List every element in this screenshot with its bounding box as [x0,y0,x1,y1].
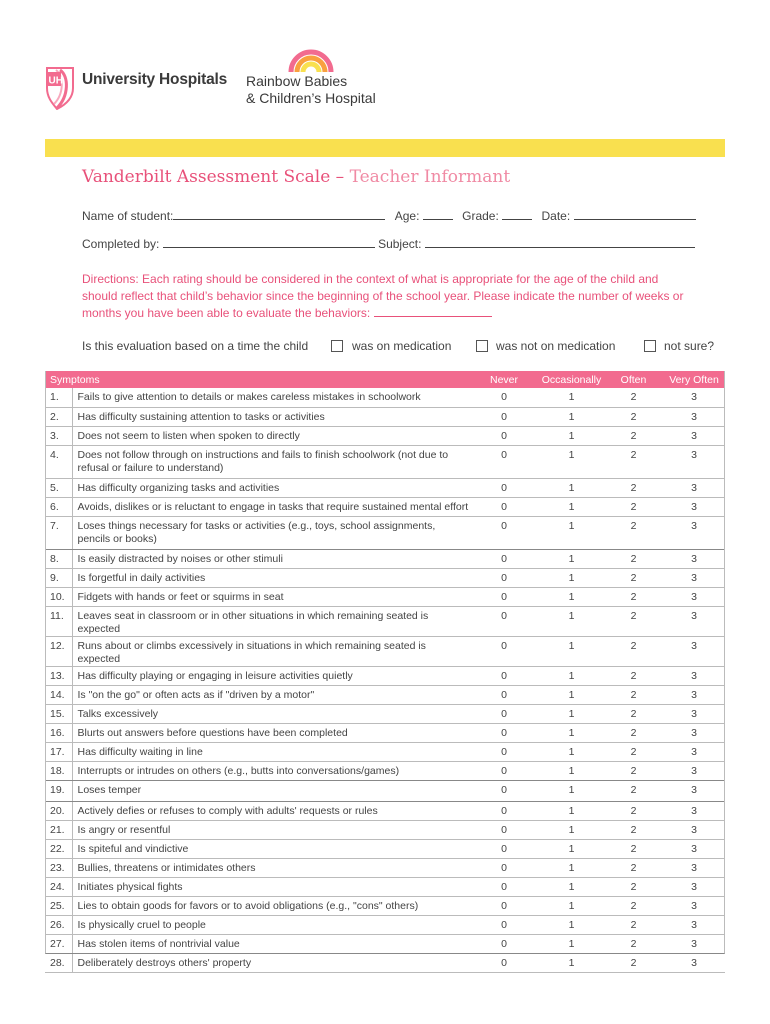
header-very-often: Very Often [663,371,725,388]
symptom-text: Is "on the go" or often acts as if "driven by a motor" [72,685,469,704]
rating-never[interactable]: 0 [469,685,539,704]
directions-body: Directions: Each rating should be considered in the context of what is appropriate for the age of the child and should reflect that child’s behavior since the beginning of the school year. Please indicate the number of weeks or months you have been able to evaluate the behaviors: [82,272,684,320]
rating-never[interactable]: 0 [469,839,539,858]
rating-never[interactable]: 0 [469,934,539,953]
form-title [82,167,510,187]
rating-often[interactable]: 2 [604,896,663,915]
symptom-number: 3. [45,426,72,445]
table-row [45,445,725,478]
symptom-number: 6. [45,497,72,516]
rating-very-often[interactable]: 3 [663,606,725,636]
rating-very-often[interactable]: 3 [663,445,725,478]
symptom-text: Bullies, threatens or intimidates others [72,858,469,877]
table-row [45,761,725,780]
rating-often[interactable]: 2 [604,761,663,780]
on-medication-label: was on medication [352,339,452,353]
rating-occasionally[interactable]: 1 [539,497,604,516]
rating-never[interactable]: 0 [469,723,539,742]
rating-occasionally[interactable]: 1 [539,445,604,478]
rating-often[interactable]: 2 [604,478,663,497]
subject-field[interactable] [425,236,695,248]
rating-never[interactable]: 0 [469,478,539,497]
rating-never[interactable]: 0 [469,858,539,877]
basis-question: Is this evaluation based on a time the child [82,339,309,353]
rating-very-often[interactable]: 3 [663,839,725,858]
rating-occasionally[interactable]: 1 [539,606,604,636]
rating-never[interactable]: 0 [469,606,539,636]
form-title-main: Vanderbilt Assessment Scale – [82,167,345,187]
rating-often[interactable]: 2 [604,426,663,445]
header-often: Often [604,371,663,388]
rating-never[interactable]: 0 [469,801,539,820]
rating-never[interactable]: 0 [469,426,539,445]
rating-very-often[interactable]: 3 [663,704,725,723]
rating-occasionally[interactable]: 1 [539,915,604,934]
table-row [45,516,725,549]
table-row [45,606,725,636]
grade-label: Grade: [462,209,499,223]
rating-never[interactable]: 0 [469,388,539,407]
table-row [45,704,725,723]
rating-never[interactable]: 0 [469,953,539,972]
rating-often[interactable]: 2 [604,516,663,549]
completed-by-field[interactable] [163,236,375,248]
symptom-text: Loses things necessary for tasks or activities (e.g., toys, school assignments, pencils or books) [72,516,469,549]
not-sure-label: not sure? [664,339,715,353]
student-name-field[interactable] [173,208,385,220]
rating-often[interactable]: 2 [604,877,663,896]
rating-very-often[interactable]: 3 [663,666,725,685]
table-row [45,858,725,877]
symptom-number: 9. [45,568,72,587]
rating-occasionally[interactable]: 1 [539,953,604,972]
symptom-text: Avoids, dislikes or is reluctant to engage in tasks that require sustained mental effort [72,497,469,516]
subject-label: Subject: [378,237,422,251]
rating-very-often[interactable]: 3 [663,801,725,820]
rating-very-often[interactable]: 3 [663,858,725,877]
table-header-row [45,371,725,388]
rating-often[interactable]: 2 [604,742,663,761]
rating-occasionally[interactable]: 1 [539,723,604,742]
symptom-text: Fidgets with hands or feet or squirms in seat [72,587,469,606]
rating-very-often[interactable]: 3 [663,568,725,587]
symptom-text: Has difficulty waiting in line [72,742,469,761]
rating-often[interactable]: 2 [604,820,663,839]
rating-often[interactable]: 2 [604,801,663,820]
rating-often[interactable]: 2 [604,934,663,953]
table-row [45,388,725,407]
rating-never[interactable]: 0 [469,666,539,685]
rating-often[interactable]: 2 [604,915,663,934]
uh-shield-logo-icon [45,66,75,110]
symptom-text: Has difficulty playing or engaging in leisure activities quietly [72,666,469,685]
symptom-number: 27. [45,934,72,953]
symptom-text: Initiates physical fights [72,877,469,896]
rating-often[interactable]: 2 [604,388,663,407]
table-row [45,497,725,516]
rainbow-logo-icon [288,44,334,74]
rating-very-often[interactable]: 3 [663,915,725,934]
hospital-name-line1: Rainbow Babies [246,73,348,89]
table-row [45,666,725,685]
rating-very-often[interactable]: 3 [663,761,725,780]
rating-occasionally[interactable]: 1 [539,801,604,820]
symptom-number: 1. [45,388,72,407]
table-row [45,407,725,426]
rating-occasionally[interactable]: 1 [539,896,604,915]
rating-never[interactable]: 0 [469,915,539,934]
symptom-number: 19. [45,780,72,801]
symptom-text: Is easily distracted by noises or other stimuli [72,549,469,568]
symptom-number: 5. [45,478,72,497]
rating-never[interactable]: 0 [469,820,539,839]
symptom-text: Actively defies or refuses to comply with adults' requests or rules [72,801,469,820]
table-row [45,877,725,896]
org-name: University Hospitals [82,71,228,88]
rating-never[interactable]: 0 [469,407,539,426]
table-row [45,896,725,915]
date-field[interactable] [574,208,696,220]
symptom-text: Is physically cruel to people [72,915,469,934]
rating-often[interactable]: 2 [604,666,663,685]
rating-never[interactable]: 0 [469,568,539,587]
rating-often[interactable]: 2 [604,407,663,426]
symptom-text: Lies to obtain goods for favors or to avoid obligations (e.g., "cons" others) [72,896,469,915]
table-row [45,953,725,972]
rating-very-often[interactable]: 3 [663,497,725,516]
rating-occasionally[interactable]: 1 [539,839,604,858]
symptom-number: 24. [45,877,72,896]
table-row [45,820,725,839]
age-label: Age: [394,209,420,223]
rating-never[interactable]: 0 [469,761,539,780]
symptom-number: 11. [45,606,72,636]
rating-occasionally[interactable]: 1 [539,858,604,877]
rating-occasionally[interactable]: 1 [539,820,604,839]
hospital-name-line2: & Children’s Hospital [246,90,376,106]
rating-often[interactable]: 2 [604,606,663,636]
table-row [45,587,725,606]
rating-often[interactable]: 2 [604,636,663,666]
hospital-name [246,73,376,107]
not-on-medication-checkbox[interactable] [476,340,488,352]
table-row [45,839,725,858]
symptom-text: Runs about or climbs excessively in situations in which remaining seated is expected [72,636,469,666]
symptom-text: Loses temper [72,780,469,801]
rating-occasionally[interactable]: 1 [539,761,604,780]
rating-very-often[interactable]: 3 [663,549,725,568]
rating-very-often[interactable]: 3 [663,426,725,445]
symptom-text: Leaves seat in classroom or in other situations in which remaining seated is expected [72,606,469,636]
symptom-text: Talks excessively [72,704,469,723]
student-name-label: Name of student: [82,209,174,223]
rating-occasionally[interactable]: 1 [539,587,604,606]
rating-often[interactable]: 2 [604,858,663,877]
evaluation-period-field[interactable] [374,306,492,317]
symptom-number: 10. [45,587,72,606]
symptom-number: 18. [45,761,72,780]
symptom-number: 20. [45,801,72,820]
table-row [45,426,725,445]
form-title-sub: Teacher Informant [349,167,511,187]
rating-very-often[interactable]: 3 [663,388,725,407]
rating-occasionally[interactable]: 1 [539,407,604,426]
rating-very-often[interactable]: 3 [663,478,725,497]
table-row [45,685,725,704]
rating-often[interactable]: 2 [604,445,663,478]
symptom-text: Blurts out answers before questions have been completed [72,723,469,742]
rating-very-often[interactable]: 3 [663,934,725,953]
symptom-text: Does not follow through on instructions and fails to finish schoolwork (not due to refusal or failure to understand) [72,445,469,478]
rating-very-often[interactable]: 3 [663,820,725,839]
completed-by-label: Completed by: [82,237,160,251]
symptoms-table-body [45,388,725,972]
table-row [45,568,725,587]
rating-never[interactable]: 0 [469,549,539,568]
rating-never[interactable]: 0 [469,704,539,723]
rating-very-often[interactable]: 3 [663,953,725,972]
rating-occasionally[interactable]: 1 [539,568,604,587]
rating-very-often[interactable]: 3 [663,407,725,426]
rating-often[interactable]: 2 [604,549,663,568]
table-row [45,780,725,801]
age-field[interactable] [423,208,453,220]
symptom-number: 26. [45,915,72,934]
yellow-divider-bar [45,139,725,157]
table-row [45,742,725,761]
rating-occasionally[interactable]: 1 [539,780,604,801]
rating-very-often[interactable]: 3 [663,516,725,549]
rating-never[interactable]: 0 [469,587,539,606]
symptom-text: Is forgetful in daily activities [72,568,469,587]
rating-never[interactable]: 0 [469,780,539,801]
rating-never[interactable]: 0 [469,896,539,915]
rating-very-often[interactable]: 3 [663,587,725,606]
rating-occasionally[interactable]: 1 [539,478,604,497]
rating-often[interactable]: 2 [604,953,663,972]
rating-often[interactable]: 2 [604,568,663,587]
table-row [45,801,725,820]
not-sure-checkbox[interactable] [644,340,656,352]
symptom-text: Does not seem to listen when spoken to directly [72,426,469,445]
rating-very-often[interactable]: 3 [663,780,725,801]
header-symptoms: Symptoms [45,371,469,388]
rating-occasionally[interactable]: 1 [539,636,604,666]
rating-never[interactable]: 0 [469,742,539,761]
rating-often[interactable]: 2 [604,587,663,606]
symptoms-table [45,371,725,973]
grade-field[interactable] [502,208,532,220]
rating-often[interactable]: 2 [604,497,663,516]
rating-occasionally[interactable]: 1 [539,704,604,723]
symptom-text: Interrupts or intrudes on others (e.g., butts into conversations/games) [72,761,469,780]
rating-occasionally[interactable]: 1 [539,426,604,445]
date-label: Date: [541,209,571,223]
symptom-number: 22. [45,839,72,858]
rating-very-often[interactable]: 3 [663,685,725,704]
rating-never[interactable]: 0 [469,636,539,666]
directions-text [82,271,692,322]
rating-occasionally[interactable]: 1 [539,877,604,896]
rating-very-often[interactable]: 3 [663,723,725,742]
rating-never[interactable]: 0 [469,497,539,516]
svg-text:UH: UH [48,75,63,87]
symptom-text: Is spiteful and vindictive [72,839,469,858]
symptom-text: Has stolen items of nontrivial value [72,934,469,953]
rating-often[interactable]: 2 [604,723,663,742]
symptom-number: 28. [45,953,72,972]
symptom-number: 4. [45,445,72,478]
symptom-number: 2. [45,407,72,426]
rating-never[interactable]: 0 [469,516,539,549]
symptom-number: 14. [45,685,72,704]
rating-occasionally[interactable]: 1 [539,742,604,761]
rating-occasionally[interactable]: 1 [539,685,604,704]
rating-often[interactable]: 2 [604,839,663,858]
symptom-number: 16. [45,723,72,742]
rating-never[interactable]: 0 [469,877,539,896]
rating-often[interactable]: 2 [604,685,663,704]
rating-very-often[interactable]: 3 [663,636,725,666]
table-row [45,934,725,953]
symptom-number: 21. [45,820,72,839]
rating-occasionally[interactable]: 1 [539,388,604,407]
table-row [45,478,725,497]
rating-very-often[interactable]: 3 [663,877,725,896]
symptom-number: 12. [45,636,72,666]
header-never: Never [469,371,539,388]
rating-occasionally[interactable]: 1 [539,516,604,549]
rating-never[interactable]: 0 [469,445,539,478]
symptom-number: 25. [45,896,72,915]
rating-very-often[interactable]: 3 [663,742,725,761]
symptom-text: Deliberately destroys others' property [72,953,469,972]
rating-occasionally[interactable]: 1 [539,666,604,685]
symptom-text: Has difficulty organizing tasks and activities [72,478,469,497]
on-medication-checkbox[interactable] [331,340,343,352]
table-row [45,723,725,742]
not-on-medication-label: was not on medication [496,339,616,353]
rating-occasionally[interactable]: 1 [539,549,604,568]
completed-info-row [82,236,695,251]
table-row [45,915,725,934]
table-row [45,636,725,666]
symptom-number: 17. [45,742,72,761]
symptom-text: Fails to give attention to details or makes careless mistakes in schoolwork [72,388,469,407]
symptom-number: 15. [45,704,72,723]
rating-often[interactable]: 2 [604,780,663,801]
rating-very-often[interactable]: 3 [663,896,725,915]
rating-often[interactable]: 2 [604,704,663,723]
symptom-number: 13. [45,666,72,685]
symptom-text: Is angry or resentful [72,820,469,839]
table-row [45,549,725,568]
rating-occasionally[interactable]: 1 [539,934,604,953]
symptom-number: 8. [45,549,72,568]
student-info-row [82,208,696,223]
header-occasionally: Occasionally [539,371,604,388]
symptom-text: Has difficulty sustaining attention to tasks or activities [72,407,469,426]
symptom-number: 23. [45,858,72,877]
symptom-number: 7. [45,516,72,549]
